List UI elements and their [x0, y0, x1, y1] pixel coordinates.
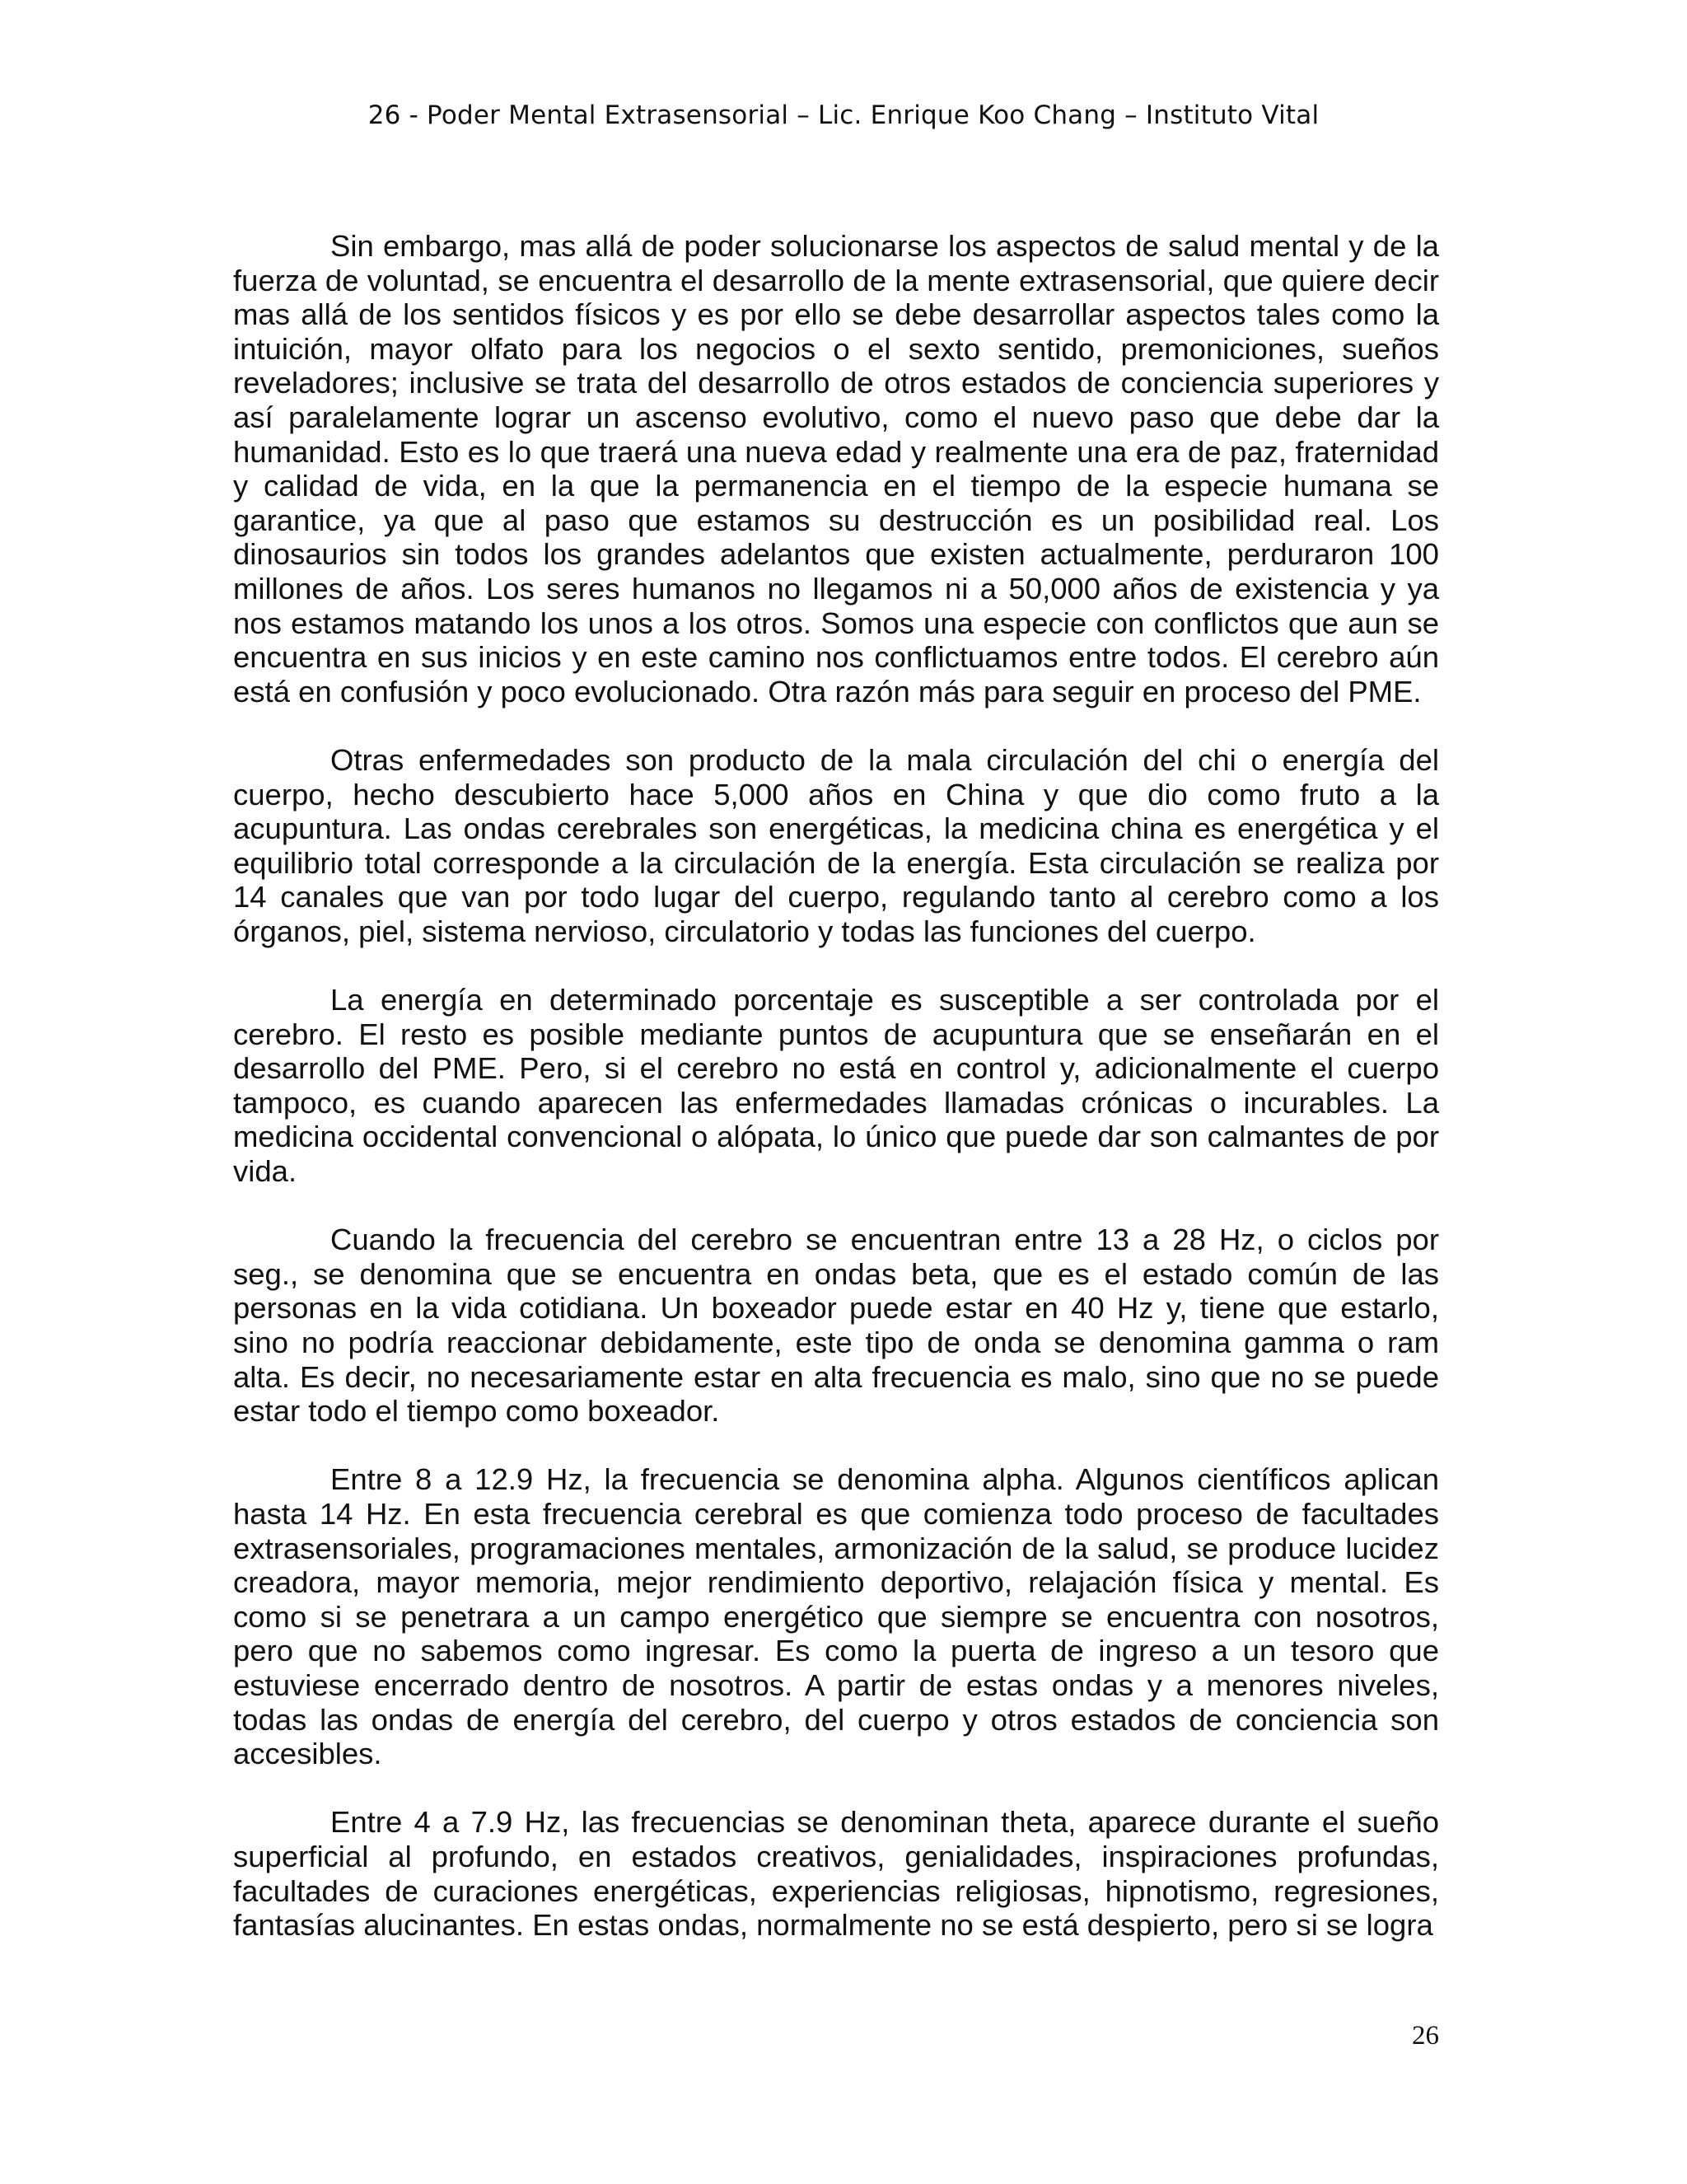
paragraph: Otras enfermedades son producto de la mala circulación del chi o energía del cuerpo, hecho descubierto hace 5,000 años en China y que dio como fruto a la acupuntura. Las ondas cerebrales son energéticas, la medicina china es energética y el equilibrio total corresponde a la circulación de la energía. Esta circulación se realiza por 14 canales que van por todo lugar del cuerpo, regulando tanto al cerebro como a los órganos, piel, sistema nervioso, circulatorio y todas las funciones del cuerpo. — [233, 742, 1439, 948]
paragraph: Cuando la frecuencia del cerebro se encuentran entre 13 a 28 Hz, o ciclos por seg., se denomina que se encuentra en ondas beta, que es el estado común de las personas en la vida cotidiana. Un boxeador puede estar en 40 Hz y, tiene que estarlo, sino no podría reaccionar debidamente, este tipo de onda se denomina gamma o ram alta. Es decir, no necesariamente estar en alta frecuencia es malo, sino que no se puede estar todo el tiempo como boxeador. — [233, 1223, 1439, 1429]
page-number: 26 — [1412, 2021, 1439, 2051]
paragraph: La energía en determinado porcentaje es susceptible a ser controlada por el cerebro. El resto es posible mediante puntos de acupuntura que se enseñarán en el desarrollo del PME. Pero, si el cerebro no está en control y, adicionalmente el cuerpo tampoco, es cuando aparecen las enfermedades llamadas crónicas o incurables. La medicina occidental convencional o alópata, lo único que puede dar son calmantes de por vida. — [233, 983, 1439, 1189]
paragraph: Entre 4 a 7.9 Hz, las frecuencias se denominan theta, aparece durante el sueño superficial al profundo, en estados creativos, genialidades, inspiraciones profundas, facultades de curaciones energéticas, experiencias religiosas, hipnotismo, regresiones, fantasías alucinantes. En estas ondas, normalmente no se está despierto, pero si se logra — [233, 1805, 1439, 1943]
page-body — [233, 229, 1439, 1976]
paragraph: Sin embargo, mas allá de poder solucionarse los aspectos de salud mental y de la fuerza de voluntad, se encuentra el desarrollo de la mente extrasensorial, que quiere decir mas allá de los sentidos físicos y es por ello se debe desarrollar aspectos tales como la intuición, mayor olfato para los negocios o el sexto sentido, premoniciones, sueños reveladores; inclusive se trata del desarrollo de otros estados de conciencia superiores y así paralelamente lograr un ascenso evolutivo, como el nuevo paso que debe dar la humanidad. Esto es lo que traerá una nueva edad y realmente una era de paz, fraternidad y calidad de vida, en la que la permanencia en el tiempo de la especie humana se garantice, ya que al paso que estamos su destrucción es un posibilidad real. Los dinosaurios sin todos los grandes adelantos que existen actualmente, perduraron 100 millones de años. Los seres humanos no llegamos ni a 50,000 años de existencia y ya nos estamos matando los unos a los otros. Somos una especie con conflictos que aun se encuentra en sus inicios y en este camino nos conflictuamos entre todos. El cerebro aún está en confusión y poco evolucionado. Otra razón más para seguir en proceso del PME. — [233, 229, 1439, 709]
running-header: 26 - Poder Mental Extrasensorial – Lic. Enrique Koo Chang – Instituto Vital — [367, 101, 1320, 130]
paragraph: Entre 8 a 12.9 Hz, la frecuencia se denomina alpha. Algunos científicos aplican hasta 14 Hz. En esta frecuencia cerebral es que comienza todo proceso de facultades extrasensoriales, programaciones mentales, armonización de la salud, se produce lucidez creadora, mayor memoria, mejor rendimiento deportivo, relajación física y mental. Es como si se penetrara a un campo energético que siempre se encuentra con nosotros, pero que no sabemos como ingresar. Es como la puerta de ingreso a un tesoro que estuviese encerrado dentro de nosotros. A partir de estas ondas y a menores niveles, todas las ondas de energía del cerebro, del cuerpo y otros estados de conciencia son accesibles. — [233, 1462, 1439, 1771]
